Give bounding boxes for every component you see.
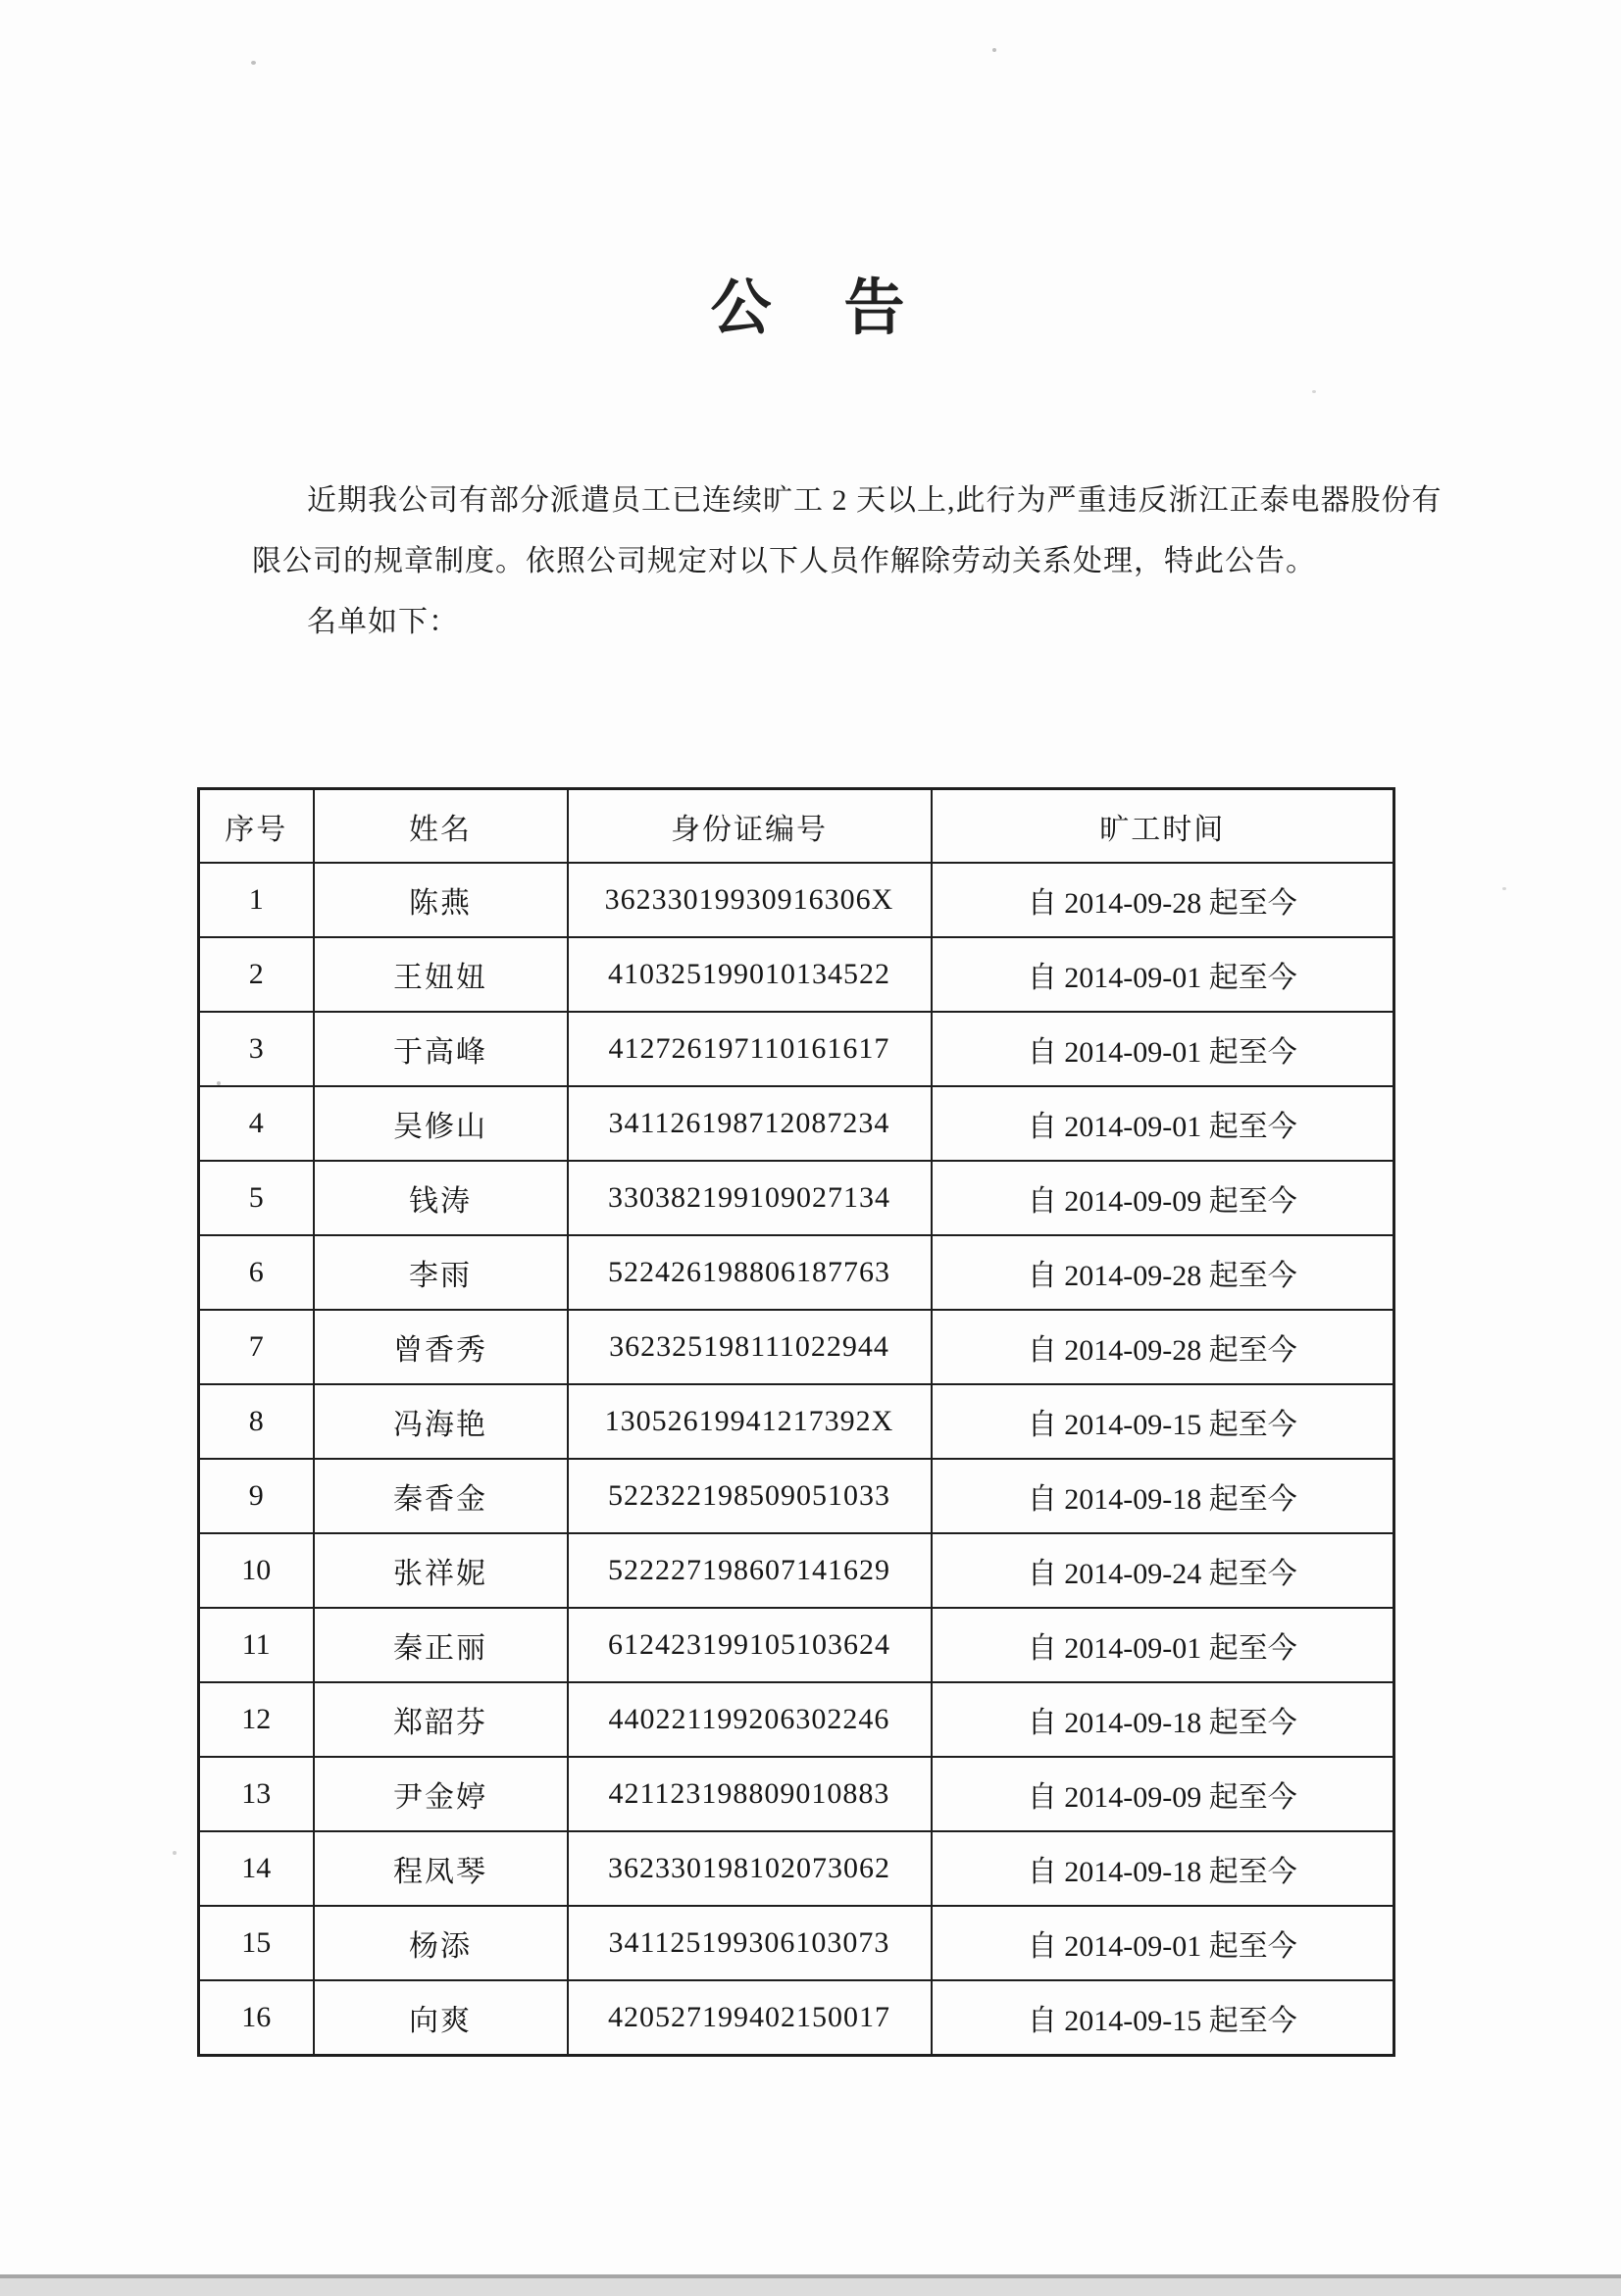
cell-absence-period: 自 2014-09-09 起至今 <box>932 1161 1394 1235</box>
cell-serial-number: 8 <box>199 1384 314 1459</box>
table-row <box>199 863 1394 937</box>
cell-serial-number: 12 <box>199 1682 314 1757</box>
cell-absence-period: 自 2014-09-01 起至今 <box>932 1086 1394 1161</box>
cell-serial-number: 6 <box>199 1235 314 1310</box>
cell-absence-period: 自 2014-09-01 起至今 <box>932 1906 1394 1980</box>
cell-absence-period: 自 2014-09-09 起至今 <box>932 1757 1394 1831</box>
cell-absence-period: 自 2014-09-18 起至今 <box>932 1831 1394 1906</box>
scan-speck <box>1502 887 1506 890</box>
cell-serial-number: 2 <box>199 937 314 1012</box>
cell-absence-period: 自 2014-09-18 起至今 <box>932 1682 1394 1757</box>
cell-absence-period: 自 2014-09-01 起至今 <box>932 937 1394 1012</box>
cell-serial-number: 11 <box>199 1608 314 1682</box>
table-row <box>199 1161 1394 1235</box>
body-paragraph-line-1: 近期我公司有部分派遣员工已连续旷工 2 天以上,此行为严重违反浙江正泰电器股份有 <box>307 484 1443 517</box>
cell-serial-number: 10 <box>199 1533 314 1608</box>
cell-serial-number: 1 <box>199 863 314 937</box>
cell-serial-number: 16 <box>199 1980 314 2056</box>
cell-absence-period: 自 2014-09-15 起至今 <box>932 1384 1394 1459</box>
cell-name: 王妞妞 <box>314 937 568 1012</box>
cell-id-number: 420527199402150017 <box>568 1980 932 2056</box>
table-row <box>199 1086 1394 1161</box>
cell-serial-number: 13 <box>199 1757 314 1831</box>
list-intro-label: 名单如下： <box>307 606 459 638</box>
table-row <box>199 1980 1394 2056</box>
scan-speck <box>992 48 996 52</box>
cell-serial-number: 3 <box>199 1012 314 1086</box>
cell-id-number: 341126198712087234 <box>568 1086 932 1161</box>
table-row <box>199 1310 1394 1384</box>
cell-name: 钱涛 <box>314 1161 568 1235</box>
cell-id-number: 362330198102073062 <box>568 1831 932 1906</box>
cell-absence-period: 自 2014-09-24 起至今 <box>932 1533 1394 1608</box>
document-title: 公 告 <box>710 275 911 342</box>
cell-serial-number: 4 <box>199 1086 314 1161</box>
table-row <box>199 1757 1394 1831</box>
cell-name: 程凤琴 <box>314 1831 568 1906</box>
cell-id-number: 440221199206302246 <box>568 1682 932 1757</box>
cell-absence-period: 自 2014-09-28 起至今 <box>932 1310 1394 1384</box>
cell-id-number: 13052619941217392X <box>568 1384 932 1459</box>
cell-id-number: 421123198809010883 <box>568 1757 932 1831</box>
cell-name: 秦正丽 <box>314 1608 568 1682</box>
cell-id-number: 522227198607141629 <box>568 1533 932 1608</box>
header-id-number: 身份证编号 <box>568 789 932 864</box>
cell-serial-number: 7 <box>199 1310 314 1384</box>
scan-speck <box>173 1851 177 1855</box>
absence-roster-table <box>197 787 1395 2057</box>
cell-id-number: 36233019930916306X <box>568 863 932 937</box>
table-row <box>199 1012 1394 1086</box>
cell-id-number: 410325199010134522 <box>568 937 932 1012</box>
table-row <box>199 1682 1394 1757</box>
header-name: 姓名 <box>314 789 568 864</box>
cell-name: 杨添 <box>314 1906 568 1980</box>
cell-name: 向爽 <box>314 1980 568 2056</box>
cell-serial-number: 5 <box>199 1161 314 1235</box>
table-row <box>199 1235 1394 1310</box>
cell-id-number: 341125199306103073 <box>568 1906 932 1980</box>
cell-id-number: 522322198509051033 <box>568 1459 932 1533</box>
scan-speck <box>251 61 256 65</box>
cell-absence-period: 自 2014-09-01 起至今 <box>932 1012 1394 1086</box>
header-serial-number: 序号 <box>199 789 314 864</box>
cell-id-number: 362325198111022944 <box>568 1310 932 1384</box>
cell-absence-period: 自 2014-09-28 起至今 <box>932 863 1394 937</box>
cell-absence-period: 自 2014-09-01 起至今 <box>932 1608 1394 1682</box>
table-row <box>199 937 1394 1012</box>
cell-absence-period: 自 2014-09-18 起至今 <box>932 1459 1394 1533</box>
cell-name: 冯海艳 <box>314 1384 568 1459</box>
table-row <box>199 1533 1394 1608</box>
cell-id-number: 612423199105103624 <box>568 1608 932 1682</box>
cell-id-number: 522426198806187763 <box>568 1235 932 1310</box>
table-row <box>199 1906 1394 1980</box>
cell-name: 曾香秀 <box>314 1310 568 1384</box>
cell-id-number: 412726197110161617 <box>568 1012 932 1086</box>
cell-name: 秦香金 <box>314 1459 568 1533</box>
scan-edge-strip <box>0 2274 1621 2296</box>
header-absence-period: 旷工时间 <box>932 789 1394 864</box>
cell-absence-period: 自 2014-09-28 起至今 <box>932 1235 1394 1310</box>
table-row <box>199 1831 1394 1906</box>
scan-speck <box>1312 390 1316 393</box>
table-row <box>199 1459 1394 1533</box>
cell-serial-number: 9 <box>199 1459 314 1533</box>
cell-serial-number: 15 <box>199 1906 314 1980</box>
cell-name: 吴修山 <box>314 1086 568 1161</box>
table-header-row <box>199 789 1394 864</box>
cell-absence-period: 自 2014-09-15 起至今 <box>932 1980 1394 2056</box>
cell-name: 郑韶芬 <box>314 1682 568 1757</box>
cell-name: 于高峰 <box>314 1012 568 1086</box>
table-row <box>199 1384 1394 1459</box>
scan-speck <box>217 1081 221 1085</box>
cell-name: 陈燕 <box>314 863 568 937</box>
cell-name: 李雨 <box>314 1235 568 1310</box>
cell-serial-number: 14 <box>199 1831 314 1906</box>
body-paragraph-line-2: 限公司的规章制度。依照公司规定对以下人员作解除劳动关系处理，特此公告。 <box>252 545 1316 577</box>
cell-id-number: 330382199109027134 <box>568 1161 932 1235</box>
table-row <box>199 1608 1394 1682</box>
cell-name: 张祥妮 <box>314 1533 568 1608</box>
cell-name: 尹金婷 <box>314 1757 568 1831</box>
